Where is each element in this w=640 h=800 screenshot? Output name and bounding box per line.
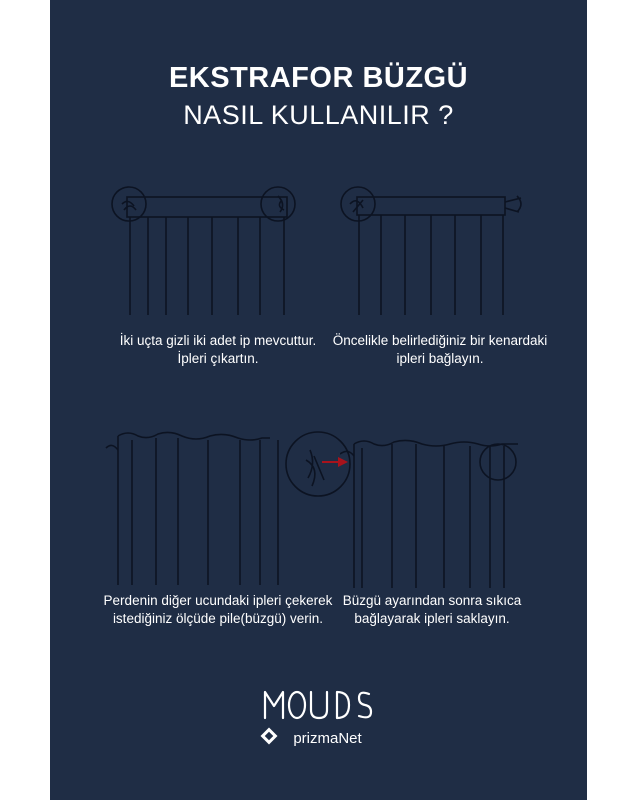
step-4-illustration [340,430,540,590]
step-2-caption [320,332,560,368]
title-line-1: EKSTRAFOR BÜZGÜ [168,62,469,94]
step-4-line-1: Büzgü ayarından sonra sıkıca [342,593,522,608]
step-4-caption [312,592,552,628]
brand-logo [50,680,587,765]
step-4-line-2: bağlayarak ipleri saklayın. [354,611,510,626]
step-3-caption [88,592,348,628]
step-2-illustration [335,180,535,320]
step-3-line-1: Perdenin diğer ucundaki ipleri çekerek [103,593,333,608]
step-1-caption [98,332,338,368]
step-1-line-2: İpleri çıkartın. [177,351,259,366]
mouds-logo [249,680,389,760]
step-1-illustration [110,180,310,320]
title-line-2: NASIL KULLANILIR ? [183,100,454,130]
step-2-line-2: ipleri bağlayın. [396,351,484,366]
step-1-line-1: İki uçta gizli iki adet ip mevcuttur. [119,333,317,348]
brand-sub: prizmaNet [293,730,362,747]
step-3-line-2: istediğiniz ölçüde pile(büzgü) verin. [112,611,324,626]
instruction-panel [50,0,587,800]
step-3-illustration [100,420,360,590]
step-2-line-1: Öncelikle belirlediğiniz bir kenardaki [332,333,548,348]
